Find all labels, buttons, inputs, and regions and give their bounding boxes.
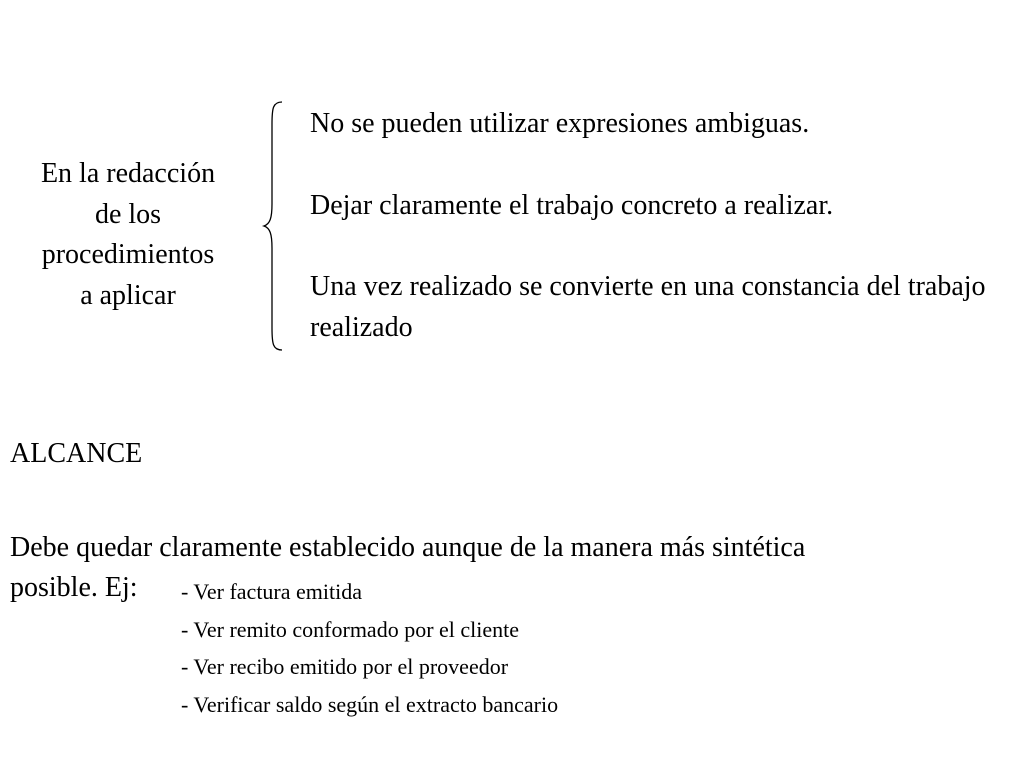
label-line: a aplicar	[80, 279, 176, 311]
example-item: - Ver recibo emitido por el proveedor	[181, 654, 509, 679]
procedures-label	[10, 154, 246, 316]
section-body-line1: Debe quedar claramente establecido aunque de la manera más sintética	[10, 532, 806, 563]
example-item: - Ver factura emitida	[181, 579, 363, 604]
requirements-list	[310, 104, 1010, 348]
example-item: - Verificar saldo según el extracto bancario	[181, 691, 559, 717]
label-line: En la redacción	[40, 158, 216, 189]
section-body-line2: posible. Ej:	[10, 572, 138, 603]
curly-brace-icon	[260, 100, 286, 352]
requirement-item: No se pueden utilizar expresiones ambiguas.	[310, 108, 810, 139]
example-list	[181, 575, 558, 725]
label-line: de los	[94, 198, 162, 230]
example-item: - Ver remito conformado por el cliente	[181, 616, 520, 642]
requirement-item: Una vez realizado se convierte en una constancia del trabajo realizado	[310, 271, 986, 343]
label-line: procedimientos	[41, 239, 215, 270]
requirement-item: Dejar claramente el trabajo concreto a realizar.	[310, 189, 834, 221]
section-heading: ALCANCE	[10, 438, 143, 469]
